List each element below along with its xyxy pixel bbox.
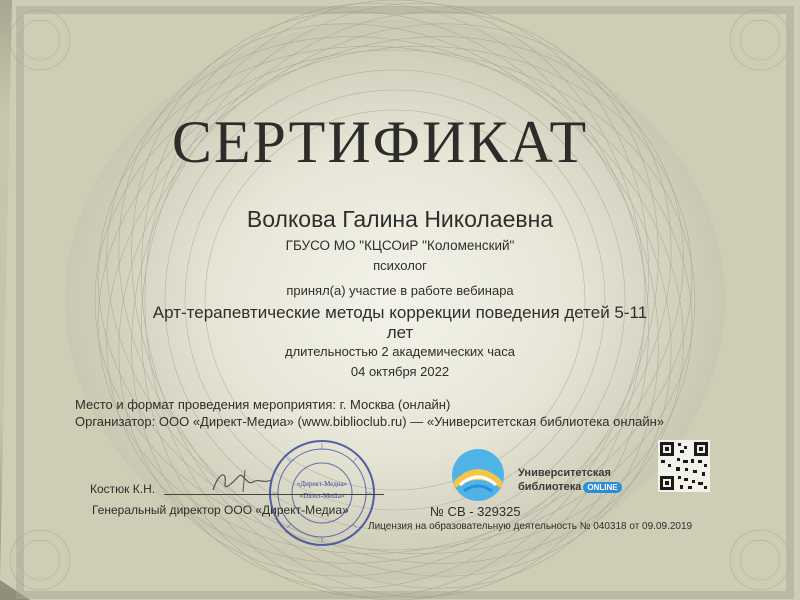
event-date: 04 октября 2022 — [350, 364, 450, 379]
webinar-title: Арт-терапевтические методы коррекции поведения детей 5-11 лет — [152, 303, 648, 342]
recipient-position: психолог — [373, 258, 427, 273]
recipient-organization: ГБУСО МО "КЦСОиР "Коломенский" — [285, 238, 515, 253]
license-text: Лицензия на образовательную деятельность № 040318 от 09.09.2019 — [368, 521, 693, 532]
stamp-text-en: «Direct-Media» — [299, 492, 345, 500]
participation-text: принял(а) участие в работе вебинара — [286, 283, 514, 298]
handwritten-signature — [205, 462, 285, 502]
library-logo-text-line1: Университетская — [518, 467, 611, 479]
library-logo-text-line2 — [518, 481, 622, 493]
recipient-name: Волкова Галина Николаевна — [246, 206, 554, 232]
online-badge: ONLINE — [583, 482, 621, 493]
library-logo-icon — [440, 445, 516, 505]
signatory-title: Генеральный директор ООО «Директ-Медиа» — [92, 503, 349, 517]
duration-text: длительностью 2 академических часа — [285, 344, 515, 359]
venue-text: Место и формат проведения мероприятия: г. Москва (онлайн) — [75, 397, 451, 412]
signatory-name: Костюк К.Н. — [90, 482, 156, 496]
certificate-title: СЕРТИФИКАТ — [171, 109, 589, 175]
certificate-number: № СВ - 329325 — [430, 504, 521, 519]
qr-code-icon — [658, 440, 710, 492]
stamp-text-ru: «Директ-Медиа» — [296, 480, 348, 488]
library-logo-text: библиотека — [518, 481, 582, 493]
organizer-text: Организатор: ООО «Директ-Медиа» (www.biblioclub.ru) — «Университетская библиотека онлайн» — [75, 414, 665, 429]
signature-line — [164, 494, 384, 495]
